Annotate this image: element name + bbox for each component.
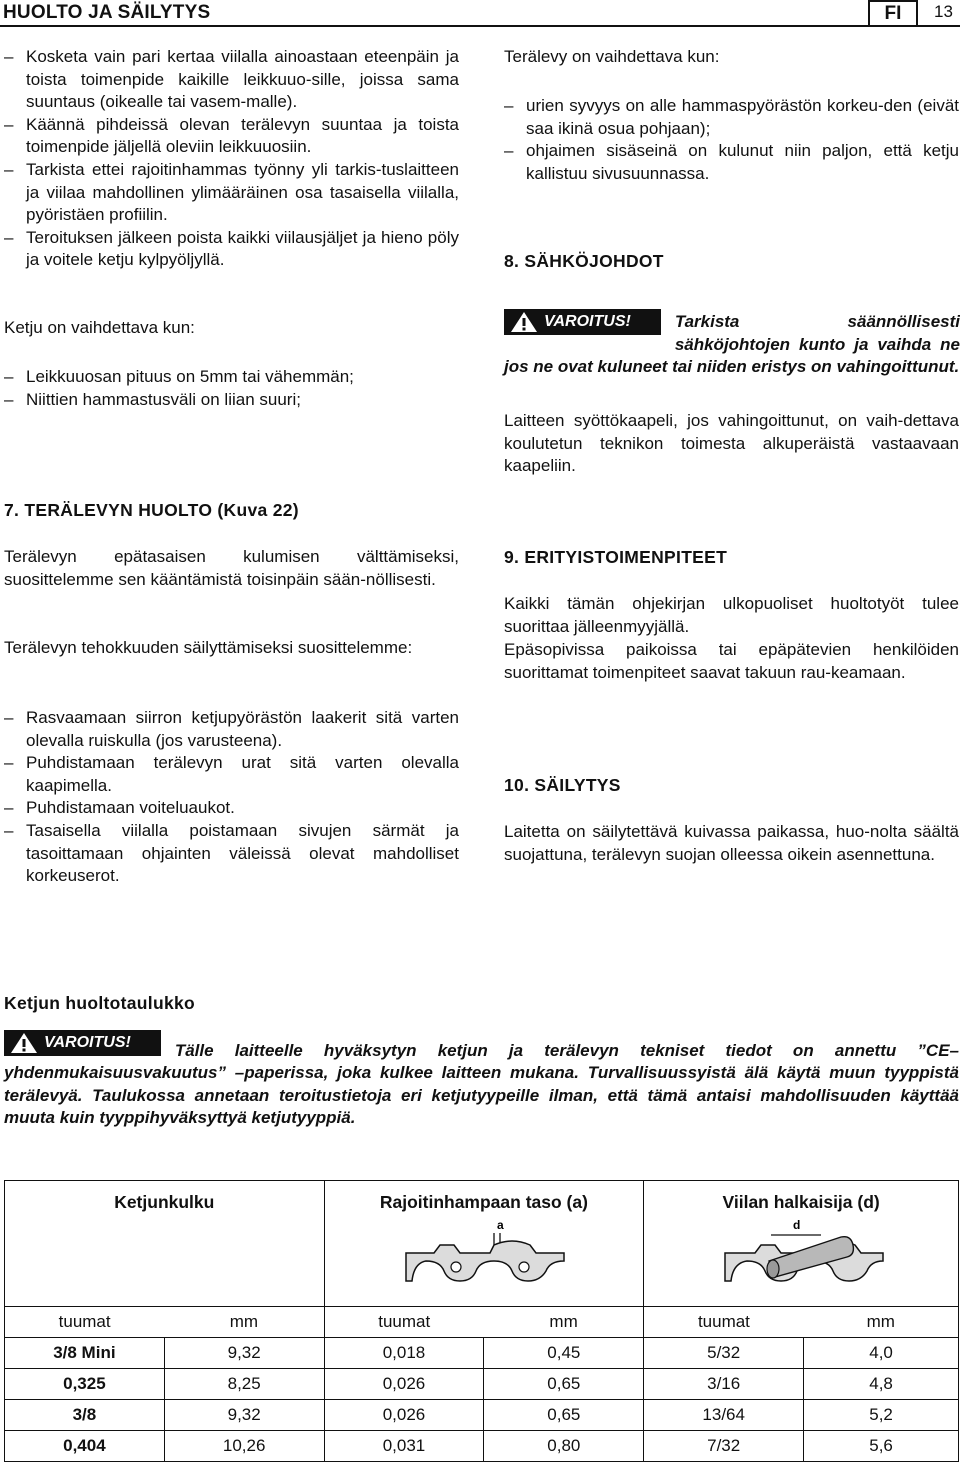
table-row: 0,325 8,25 0,026 0,65 3/16 4,8 [5,1369,959,1400]
svg-text:a: a [496,1218,504,1232]
table-row: 0,404 10,26 0,031 0,80 7/32 5,6 [5,1431,959,1462]
table-row: 3/8 Mini 9,32 0,018 0,45 5/32 4,0 [5,1338,959,1369]
section-9-paragraph-1: Kaikki tämän ohjekirjan ulkopuoliset huoltotyöt tulee suorittaa jälleenmyyjällä. [504,594,959,636]
list-item: – Käännä pihdeissä olevan terälevyn suuntaa ja toista toimenpide jäljellä oleviin leikkuuosiin. [4,114,459,159]
column-header-depth-gauge: Rajoitinhampaan taso (a) a [324,1181,644,1307]
list-item: – Rasvaamaan siirron ketjupyörästön laakerit sitä varten olevalla ruiskulla (jos varusteena). [4,707,459,752]
chain-replace-intro: Ketju on vaihdettava kun: [4,318,195,337]
table-title: Ketjun huoltotaulukko [4,993,196,1013]
section-9-paragraph-2: Epäsopivissa paikoissa tai epäpätevien henkilöiden suorittamat toimenpiteet saavat takuun rau-keamaan. [504,640,959,682]
list-item: – Teroituksen jälkeen poista kaikki viilausjäljet ja hieno pöly ja voitele ketju kylpyöljyllä. [4,227,459,272]
svg-text:d: d [793,1218,801,1232]
unit-cell: tuumat [324,1307,484,1338]
file-diameter-diagram [711,1215,891,1287]
table-header-row [5,1181,959,1307]
chain-maintenance-table [4,1180,959,1462]
list-item: – ohjaimen sisäseinä on kulunut niin paljon, että ketju kallistuu sivusuunnassa. [504,140,959,185]
section-7-list [4,707,459,888]
unit-cell: tuumat [5,1307,165,1338]
section-10-heading: 10. SÄILYTYS [504,775,621,795]
section-9-heading: 9. ERITYISTOIMENPITEET [504,547,728,567]
table-units-row [5,1307,959,1338]
section-8-paragraph: Laitteen syöttökaapeli, jos vahingoittunut, on vaih-dettava koulutetun teknikon toimesta alkuperäistä vastaavaan kaapeliin. [504,411,959,476]
depth-gauge-diagram [394,1215,574,1287]
unit-cell: tuumat [644,1307,804,1338]
list-item: – Tasaisella viilalla poistamaan sivujen särmät ja tasoittamaan ohjainten väleissä olevat mahdolliset korkeuserot. [4,820,459,888]
list-item: – urien syvyys on alle hammaspyörästön korkeu-den (eivät saa ikinä osua pohjaan); [504,95,959,140]
warning-label: VAROITUS! [504,309,661,335]
warning-text: Tarkista säännöllisesti sähköjohtojen kunto ja vaihda ne jos ne ovat kuluneet tai niiden eristys on vahingoittunut. [504,312,960,377]
section-8-heading: 8. SÄHKÖJOHDOT [504,251,664,271]
section-8-warning [504,311,960,379]
page-header-title: HUOLTO JA SÄILYTYS [3,2,211,23]
chain-replace-list [4,366,459,411]
warning-triangle-icon [10,1032,38,1054]
warning-label: VAROITUS! [4,1030,161,1056]
list-item: – Tarkista ettei rajoitinhammas työnny yli tarkis-tuslaitteen ja viilaa mahdollinen ylimääräinen osa tasaisella viilalla, pyöristäen profiilin. [4,159,459,227]
column-header-pitch: Ketjunkulku [5,1181,325,1307]
list-item: – Niittien hammastusväli on liian suuri; [4,389,459,412]
warning-text: Tälle laitteelle hyväksytyn ketjun ja terälevyn tekniset tiedot on annettu ”CE–yhdenmukaisuusvakuutus” –paperissa, joka kulkee laitteen mukana. Turvallisuussyistä älä käytä muun tyyppistä terälevyä. Taulukossa annetaan teroitustietoja eri ketjutyypeille ilman, että tämä antaisi mahdollisuuden käyttää muuta kuin tyyppihyväksyttyä ketjutyyppiä. [4,1041,959,1128]
list-item: – Puhdistamaan voiteluaukot. [4,797,459,820]
section-7-paragraph-2: Terälevyn tehokkuuden säilyttämiseksi suosittelemme: [4,638,413,657]
header-rule [0,25,960,27]
language-badge: FI [868,0,918,26]
sharpening-steps [4,46,459,272]
column-header-file-diameter: Viilan halkaisija (d) d [644,1181,959,1307]
section-7-paragraph-1: Terälevyn epätasaisen kulumisen välttämiseksi, suosittelemme sen kääntämistä toisinpäin sään-nöllisesti. [4,547,459,589]
table-row: 3/8 9,32 0,026 0,65 13/64 5,2 [5,1400,959,1431]
unit-cell: mm [484,1307,644,1338]
list-item: – Leikkuuosan pituus on 5mm tai vähemmän; [4,366,459,389]
unit-cell: mm [164,1307,324,1338]
unit-cell: mm [804,1307,959,1338]
plate-replace-list [504,95,959,185]
warning-triangle-icon [510,311,538,333]
section-7-heading: 7. TERÄLEVYN HUOLTO (Kuva 22) [4,500,299,520]
list-item: – Kosketa vain pari kertaa viilalla ainoastaan eteenpäin ja toista toimenpide kaikille leikkuuo-sille, joissa sama suuntaus (oikealle tai vasem-malle). [4,46,459,114]
list-item: – Puhdistamaan terälevyn urat sitä varten olevalla kaapimella. [4,752,459,797]
table-warning [4,1028,959,1130]
page-number: 13 [934,2,953,21]
section-10-paragraph: Laitetta on säilytettävä kuivassa paikassa, huo-nolta säältä suojattuna, terälevyn suojan olleessa oikein asennettuna. [504,822,959,864]
plate-replace-intro: Terälevy on vaihdettava kun: [504,47,720,66]
